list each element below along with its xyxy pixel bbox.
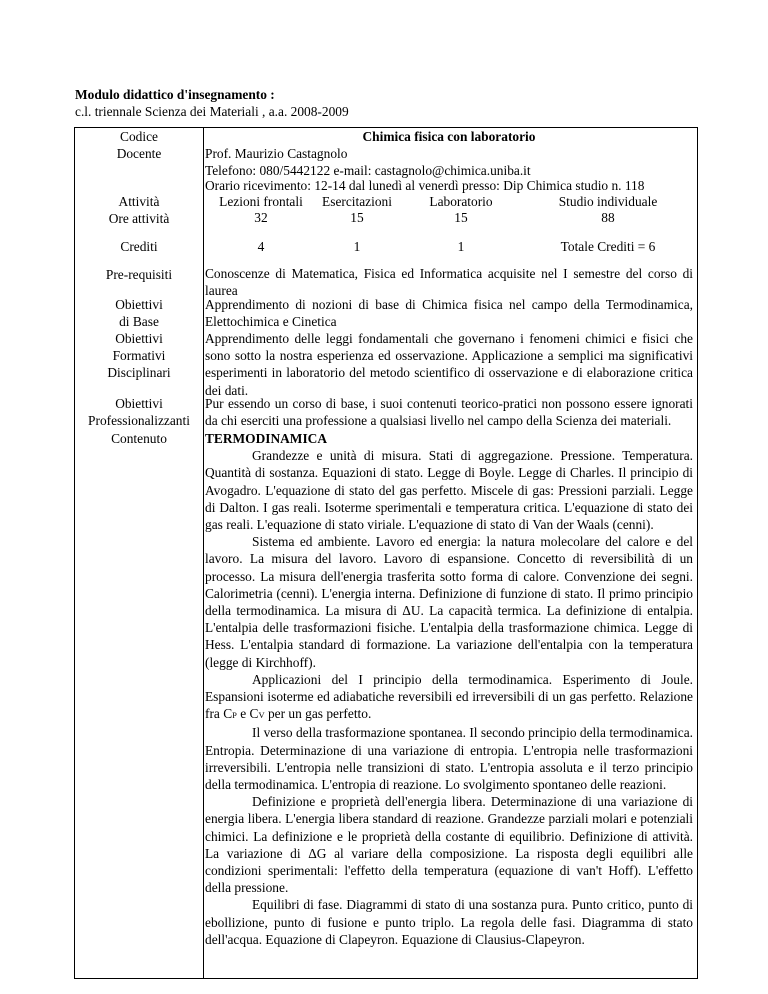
- activity-credits: 1: [457, 239, 465, 254]
- activity-header: Esercitazioni: [322, 194, 392, 209]
- contenuto-paragraph: Applicazioni del I principio della termodinamica. Esperimento di Joule. Espansioni isoterme ed adiabatiche reversibili ed irreversibili di un gas perfetto. Relazione fra CP e CV per un gas perfetto.: [205, 671, 693, 722]
- label-obiettivi-formativi: Obiettivi Formativi Disciplinari: [107, 331, 171, 381]
- office-hours: Orario ricevimento: 12-14 dal lunedì al venerdì presso: Dip Chimica studio n. 118: [205, 178, 645, 193]
- activity-header: Studio individuale: [558, 194, 658, 209]
- contenuto-paragraph: Il verso della trasformazione spontanea. Il secondo principio della termodinamica. Entropia. Determinazione di una variazione di entropia. L'entropia nelle trasformazioni irreversibili. L'entropia nelle transizioni di stato. L'entropia assoluta e il terzo principio della termodinamica. L'entropia di reazione. Lo svolgimento spontaneo delle reazioni.: [205, 725, 693, 793]
- activity-hours: 15: [350, 210, 364, 225]
- contenuto-paragraph: Sistema ed ambiente. Lavoro ed energia: la natura molecolare del calore e del lavoro. La misura del lavoro. Lavoro di espansione. Concetto di reversibilità di un processo. La misura dell'energia trasferita sotto forma di calore. Convenzione dei segni. Calorimetria (cenni). L'energia interna. Definizione di funzione di stato. Il primo principio della termodinamica. La misura di ΔU. La capacità termica. La definizione di entalpia. L'entalpia delle trasformazioni fisiche. L'entalpia della trasformazione chimica. Legge di Hess. L'entalpia standard di formazione. La variazione dell'entalpia con la temperatura (legge di Kirchhoff).: [205, 534, 693, 670]
- contenuto-paragraph: Grandezze e unità di misura. Stati di aggregazione. Pressione. Temperatura. Quantità di sostanza. Equazioni di stato. Legge di Boyle. Legge di Charles. Il principio di Avogadro. L'equazione di stato del gas perfetto. Miscele di gas: Pressioni parziali. Legge di Dalton. I gas reali. Isoterme sperimentali e temperatura critica. L'equazione di stato dei gas reali. L'equazione di stato viriale. L'equazione di stato di Van der Waals (cenni).: [205, 448, 693, 533]
- label-contenuto: Contenuto: [111, 431, 167, 446]
- activity-credits: 4: [257, 239, 265, 254]
- module-title: Modulo didattico d'insegnamento :: [75, 87, 275, 102]
- obiettivi-professionalizzanti-text: Pur essendo un corso di base, i suoi contenuti teorico-pratici non possono essere ignorati da chi eserciti una professione a qualsiasi livello nel campo della Scienza dei materiali.: [205, 396, 693, 429]
- activity-hours: 32: [254, 210, 268, 225]
- column-divider: [203, 127, 204, 979]
- label-obiettivi-professionalizzanti: Obiettivi Professionalizzanti: [88, 396, 190, 429]
- prerequisiti-text: Conoscenze di Matematica, Fisica ed Informatica acquisite nel I semestre del corso di laurea: [205, 266, 693, 299]
- label-codice: Codice: [120, 129, 158, 144]
- label-crediti: Crediti: [120, 239, 158, 254]
- activity-hours: 88: [601, 210, 615, 225]
- label-prerequisiti: Pre-requisiti: [105, 267, 173, 282]
- activity-header: Laboratorio: [429, 194, 493, 209]
- label-attivita: Attività: [118, 194, 160, 209]
- document-header: [75, 86, 349, 120]
- module-subtitle: c.l. triennale Scienza dei Materiali , a.a. 2008-2009: [75, 104, 349, 120]
- contenuto-paragraph: Definizione e proprietà dell'energia libera. Determinazione di una variazione di energia libera. L'energia libera standard di reazione. Grandezze parziali molari e potenziali chimici. La definizione e le proprietà della costante di equilibrio. Definizione di attività. La variazione di ΔG al variare della composizione. La risposta degli equilibri alle condizioni sperimentali: l'effetto della temperatura (equazione di van't Hoff). L'effetto della pressione.: [205, 794, 693, 896]
- label-docente: Docente: [116, 146, 162, 161]
- activity-header: Lezioni frontali: [219, 194, 303, 209]
- course-title: Chimica fisica con laboratorio: [362, 129, 536, 144]
- contenuto-heading: TERMODINAMICA: [205, 431, 327, 446]
- label-obiettivi-base: Obiettivi di Base: [115, 297, 163, 330]
- obiettivi-formativi-text: Apprendimento delle leggi fondamentali che governano i fenomeni chimici e fisici che sono sotto la nostra esperienza ed osservazione. Applicazione a semplici ma significativi esperimenti in laboratorio del metodo scientifico di osservazione e di elaborazione critica dei dati.: [205, 331, 693, 398]
- activity-credits: 1: [353, 239, 361, 254]
- label-ore-attivita: Ore attività: [108, 211, 170, 226]
- teacher-name: Prof. Maurizio Castagnolo: [205, 146, 348, 161]
- total-credits: Totale Crediti = 6: [560, 239, 656, 254]
- contenuto-paragraph: Equilibri di fase. Diagrammi di stato di una sostanza pura. Punto critico, punto di ebollizione, punto di fusione e punto triplo. La regola delle fasi. Diagramma di stato dell'acqua. Equazione di Clapeyron. Equazione di Clausius-Clapeyron.: [205, 897, 693, 947]
- activity-hours: 15: [454, 210, 468, 225]
- contenuto-section: [205, 430, 693, 948]
- obiettivi-base-text: Apprendimento di nozioni di base di Chimica fisica nel campo della Termodinamica, Elettochimica e Cinetica: [205, 297, 693, 330]
- teacher-contacts: Telefono: 080/5442122 e-mail: castagnolo@chimica.uniba.it: [205, 163, 531, 178]
